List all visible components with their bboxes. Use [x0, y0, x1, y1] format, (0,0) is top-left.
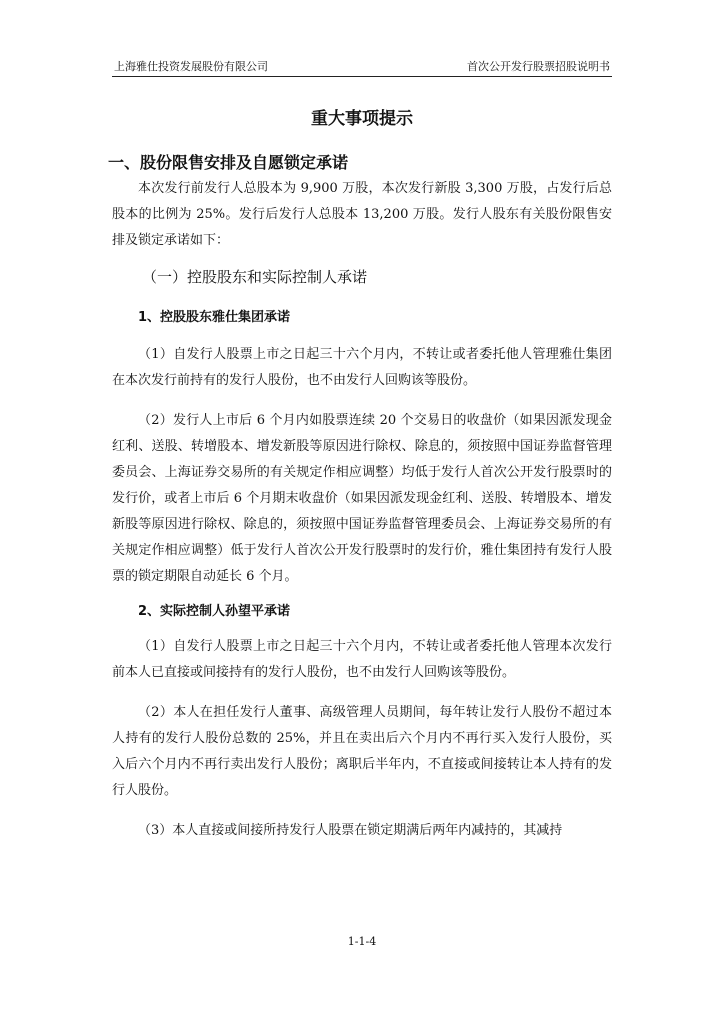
subsection-heading: （一）控股股东和实际控制人承诺	[142, 268, 368, 286]
document-body	[108, 150, 612, 844]
page-title: 重大事项提示	[311, 109, 413, 129]
page-number: 1-1-4	[347, 935, 377, 948]
part1-paragraph-2: （2）发行人上市后 6 个月内如股票连续 20 个交易日的收盘价（如果因派发现金红利、送股、转增股本、增发新股等原因进行除权、除息的，须按照中国证券监督管理委员会、上海证券交易所的有关规定作相应调整）均低于发行人首次公开发行股票时的发行价，或者上市后 6 个月期末收盘价（如果因派发现金红利、送股、转增股本、增发新股等原因进行除权、除息的，须按照中国证券监督管理委员会、上海证券交易所的有关规定作相应调整）低于发行人首次公开发行股票时的发行价，雅仕集团持有发行人股票的锁定期限自动延长 6 个月。	[112, 413, 612, 584]
part1-paragraph-1: （1）自发行人股票上市之日起三十六个月内，不转让或者委托他人管理雅仕集团在本次发行前持有的发行人股份，也不由发行人回购该等股份。	[112, 347, 612, 388]
part1-heading: 1、控股股东雅仕集团承诺	[138, 310, 291, 325]
section-intro-paragraph: 本次发行前发行人总股本为 9,900 万股，本次发行新股 3,300 万股，占发行后总股本的比例为 25%。发行后发行人总股本 13,200 万股。发行人股东有关股份限售安排及锁定承诺如下：	[112, 181, 612, 248]
header-document-title: 首次公开发行股票招股说明书	[467, 60, 610, 73]
part2-paragraph-3: （3）本人直接或间接所持发行人股票在锁定期满后两年内减持的，其减持	[138, 823, 563, 838]
section-heading: 一、股份限售安排及自愿锁定承诺	[108, 153, 349, 172]
part2-heading: 2、实际控制人孙望平承诺	[138, 604, 291, 619]
header-company-name: 上海雅仕投资发展股份有限公司	[114, 60, 268, 73]
part2-paragraph-2: （2）本人在担任发行人董事、高级管理人员期间，每年转让发行人股份不超过本人持有的发行人股份总数的 25%，并且在卖出后六个月内不再行买入发行人股份，买入后六个月内不再行卖出发行人股份；离职后半年内，不直接或间接转让本人持有的发行人股份。	[112, 705, 612, 798]
running-header	[112, 56, 612, 77]
part2-paragraph-1: （1）自发行人股票上市之日起三十六个月内，不转让或者委托他人管理本次发行前本人已直接或间接持有的发行人股份，也不由发行人回购该等股份。	[112, 639, 612, 680]
